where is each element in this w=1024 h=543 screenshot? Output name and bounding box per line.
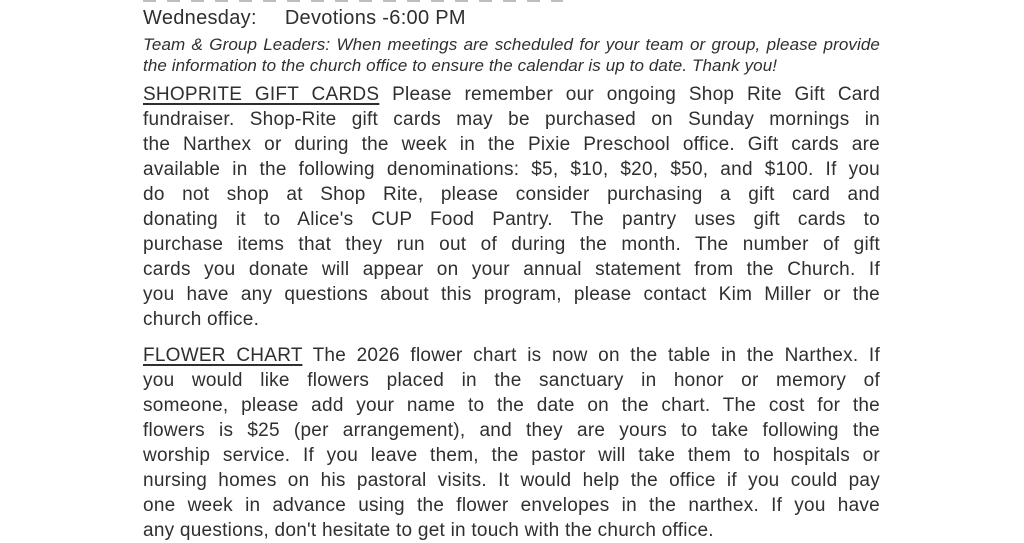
text-line: flowers is $25 (per arrangement), and they are yours to take following the [143, 420, 880, 441]
text-line: worship service. If you leave them, the pastor will take them to hospitals or [143, 445, 880, 466]
text-line: fundraiser. Shop-Rite gift cards may be purchased on Sunday mornings in [143, 109, 880, 130]
text-line [143, 82, 880, 107]
text-line: available in the following denominations: $5, $10, $20, $50, and $100. If you [143, 159, 880, 180]
paragraph-heading: FLOWER CHART [143, 345, 303, 366]
leaders-note [143, 34, 880, 76]
paragraph-text: The 2026 flower chart is now on the table in the Narthex. If [312, 345, 880, 366]
text-line: one week in advance using the flower envelopes in the narthex. If you have [143, 495, 880, 516]
flower-chart-paragraph [143, 343, 880, 543]
text-line: cards you donate will appear on your annual statement from the Church. If [143, 259, 880, 280]
text-line: the Narthex or during the week in the Pixie Preschool office. Gift cards are [143, 134, 880, 155]
paragraphs [143, 82, 880, 543]
text-line: any questions, don't hesitate to get in touch with the church office. [143, 520, 714, 541]
shoprite-gift-cards-paragraph [143, 82, 880, 332]
text-line: you would like flowers placed in the sanctuary in honor or memory of [143, 370, 880, 391]
clipped-text-artifact [143, 0, 563, 2]
text-line: do not shop at Shop Rite, please consider purchasing a gift card and [143, 184, 880, 205]
note-line: Team & Group Leaders: When meetings are scheduled for your team or group, please provide [143, 35, 880, 54]
note-line: the information to the church office to ensure the calendar is up to date. Thank you! [143, 56, 778, 75]
text-line: donating it to Alice's CUP Food Pantry. The pantry uses gift cards to [143, 209, 880, 230]
schedule-day: Wednesday: [143, 7, 257, 29]
paragraph-text: Please remember our ongoing Shop Rite Gift Card [392, 84, 880, 105]
page-content [143, 0, 880, 543]
schedule-event: Devotions -6:00 PM [284, 7, 466, 29]
text-line: someone, please add your name to the date on the chart. The cost for the [143, 395, 880, 416]
text-line [143, 343, 880, 368]
schedule-line [143, 6, 880, 30]
text-line: nursing homes on his pastoral visits. It would help the office if you could pay [143, 470, 880, 491]
paragraph-heading: SHOPRITE GIFT CARDS [143, 84, 380, 105]
text-line: purchase items that they run out of during the month. The number of gift [143, 234, 880, 255]
text-line: you have any questions about this program, please contact Kim Miller or the [143, 284, 880, 305]
text-line: church office. [143, 309, 260, 330]
